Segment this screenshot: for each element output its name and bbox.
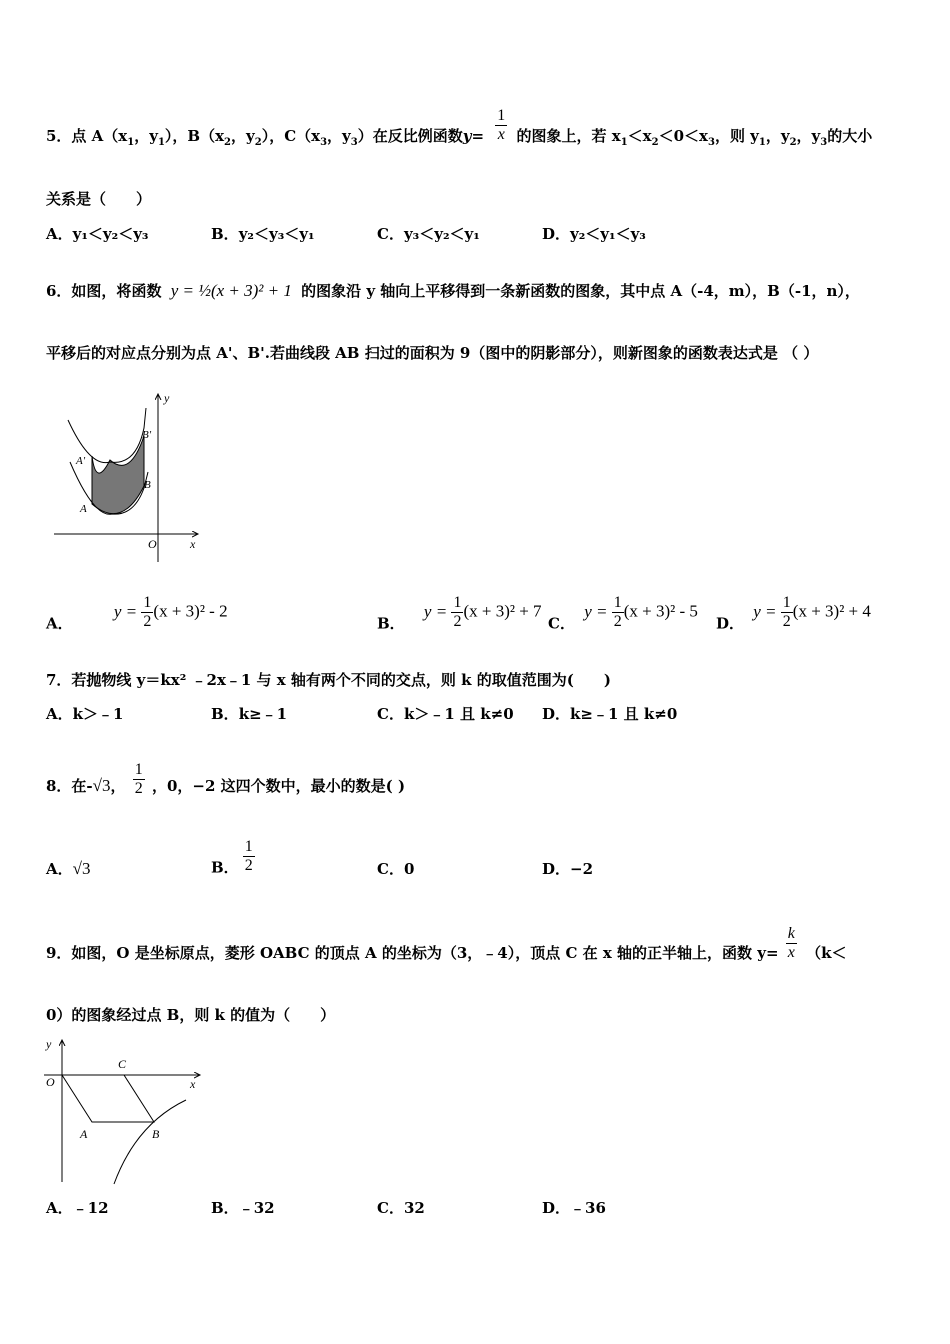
- q5-stem: 5．点 $A(x_1$，$y_1$），$B(x_2$，$y_2$），$C(x_3$，$y_3$）在反比例函数y= $\frac{1}{x}$ 的图象上，若 $x_1<x_2<0<x_3$，则 $y_1$，$y_2$，$y_3$的大小: [46, 106, 873, 148]
- option-text: √3: [72, 859, 91, 878]
- option-label: D．: [542, 225, 571, 243]
- frac-den: x: [787, 943, 795, 961]
- q5-text-j: ＜0＜x: [658, 127, 708, 145]
- option-post: (x + 3)² - 2: [153, 601, 228, 621]
- q6-figure: [50, 388, 210, 566]
- q5-func-lhs: y=: [462, 127, 485, 145]
- frac-den: 2: [244, 857, 253, 874]
- q8-lead: 8．在-: [46, 777, 93, 795]
- frac-den: 2: [782, 613, 791, 630]
- option-pre: y =: [753, 601, 781, 621]
- option-label: C．: [377, 705, 404, 723]
- q5-text-g: ）在反比例函数: [357, 127, 463, 145]
- q9-option-c[interactable]: [377, 1198, 425, 1218]
- q6-option-c[interactable]: [548, 594, 698, 634]
- q6-option-b[interactable]: [377, 594, 542, 634]
- q8-fraction: [133, 761, 145, 798]
- q6-tail: 的图象沿 y 轴向上平移得到一条新函数的图象，其中点 A（-4，m），B（-1，n），: [301, 282, 860, 300]
- option-fraction: [781, 594, 793, 631]
- q5-text-d: ，y: [231, 127, 255, 145]
- option-label: A．: [46, 1199, 73, 1217]
- q8-option-c[interactable]: [377, 859, 414, 879]
- q5-text-l: ，y: [765, 127, 790, 145]
- frac-num: 1: [143, 594, 152, 611]
- option-text: y₂＜y₃＜y₁: [238, 225, 315, 243]
- q5-text-b: ，y: [134, 127, 158, 145]
- q5-text-n: 的大小: [827, 127, 873, 145]
- q8-tail: ，0，−2 这四个数中，最小的数是( ): [152, 777, 406, 795]
- q5-text-i: ＜x: [627, 127, 652, 145]
- option-text: 0: [403, 860, 415, 878]
- q6-stem-line2: 平移后的对应点分别为点 A'、B'.若曲线段 AB 扫过的面积为 9（图中的阴影部分），则新图象的函数表达式是 （ ）: [46, 344, 819, 362]
- fig-label-x: x: [190, 1077, 196, 1091]
- q9-fraction: [786, 925, 797, 962]
- option-text: ﹣36: [570, 1199, 606, 1217]
- option-pre: y =: [423, 601, 452, 621]
- fig-label-x: x: [190, 537, 196, 551]
- q7-stem: 7．若抛物线 y＝kx² ﹣2x﹣1 与 x 轴有两个不同的交点，则 k 的取值范围为( ): [46, 671, 611, 689]
- fig-label-o: O: [148, 537, 157, 551]
- q5-stem-line2: 关系是（ ）: [46, 190, 152, 208]
- q5-option-b[interactable]: [211, 224, 315, 244]
- q7-option-c[interactable]: [377, 704, 514, 724]
- option-label: A．: [46, 705, 73, 723]
- option-post: (x + 3)² + 7: [463, 601, 542, 621]
- q6-stem: [46, 281, 860, 301]
- option-pre: y =: [113, 601, 142, 621]
- option-fraction: [141, 594, 153, 631]
- fig-label-y: y: [164, 391, 170, 405]
- fig-label-a-prime: A': [76, 455, 86, 467]
- q6-function: y = ½(x + 3)² + 1: [170, 281, 292, 300]
- frac-num: k: [787, 924, 795, 942]
- option-label: A．: [46, 225, 73, 243]
- q7-option-d[interactable]: [542, 704, 677, 724]
- option-fraction: [612, 594, 624, 631]
- option-label: A．: [46, 860, 73, 878]
- option-text: −2: [570, 860, 594, 878]
- frac-num: 1: [134, 760, 143, 778]
- option-text: k＞﹣1 且 k≠0: [403, 705, 514, 723]
- fig-label-a: A: [80, 503, 87, 515]
- q6-option-a[interactable]: [46, 594, 228, 634]
- option-label: C．: [377, 1199, 404, 1217]
- fig-label-o: O: [46, 1075, 55, 1089]
- q9-lead: 9．如图，O 是坐标原点，菱形 OABC 的顶点 A 的坐标为（3，﹣4），顶点 C 在 x 轴的正半轴上，函数 y=: [46, 944, 779, 962]
- q8-option-a[interactable]: [46, 859, 90, 879]
- option-text: y₂＜y₁＜y₃: [570, 225, 646, 243]
- option-text: ﹣12: [72, 1199, 109, 1217]
- option-label: D．: [716, 614, 745, 633]
- q5-text-e: ），C（x: [261, 127, 321, 145]
- option-text: y₁＜y₂＜y₃: [72, 225, 149, 243]
- q5-text-k: ，则 y: [714, 127, 759, 145]
- option-label: B．: [211, 1199, 239, 1217]
- q8-option-d[interactable]: [542, 859, 593, 879]
- q5-text-a: 5．点 A（x: [46, 127, 128, 145]
- q5-text-h: 的图象上，若 x: [516, 127, 621, 145]
- q6-lead: 6．如图，将函数: [46, 282, 162, 300]
- fig-label-b: B: [152, 1127, 160, 1141]
- option-text: 32: [403, 1199, 425, 1217]
- shaded-region: [92, 436, 144, 514]
- option-text: k≥﹣1 且 k≠0: [570, 705, 678, 723]
- q9-option-d[interactable]: [542, 1198, 606, 1218]
- fig-label-b-prime: B': [142, 429, 152, 441]
- q5-frac-num: 1: [497, 106, 506, 124]
- option-fraction: [243, 838, 255, 875]
- option-label: B．: [211, 225, 239, 243]
- fig-label-y: y: [46, 1037, 52, 1051]
- frac-num: 1: [613, 594, 622, 611]
- fig-label-a: A: [80, 1127, 88, 1141]
- option-label: D．: [542, 1199, 571, 1217]
- q9-tail: （k＜: [806, 944, 847, 962]
- frac-den: 2: [134, 779, 143, 797]
- q5-text-f: ，y: [327, 127, 351, 145]
- q7-option-a[interactable]: [46, 704, 123, 724]
- q5-option-d[interactable]: [542, 224, 646, 244]
- frac-num: 1: [453, 594, 462, 611]
- q9-option-a[interactable]: [46, 1198, 109, 1218]
- option-post: (x + 3)² - 5: [623, 601, 698, 621]
- frac-den: 2: [613, 613, 622, 630]
- q5-fraction: [495, 107, 507, 144]
- option-label: B．: [211, 858, 239, 877]
- q9-option-b[interactable]: [211, 1198, 275, 1218]
- q8-option-b[interactable]: [211, 838, 255, 878]
- option-post: (x + 3)² + 4: [792, 601, 871, 621]
- option-text: ﹣32: [238, 1199, 275, 1217]
- frac-num: 1: [244, 838, 253, 855]
- q5-option-a[interactable]: [46, 224, 149, 244]
- q9-stem-line2: 0）的图象经过点 B，则 k 的值为（ ）: [46, 1006, 336, 1024]
- option-text: k＞﹣1: [72, 705, 124, 723]
- option-label: B．: [377, 614, 405, 633]
- frac-num: 1: [782, 594, 791, 611]
- hyperbola-branch: [114, 1100, 186, 1184]
- frac-den: 2: [453, 613, 462, 630]
- rhombus-oabc: [62, 1075, 154, 1122]
- option-label: B．: [211, 705, 239, 723]
- option-text: y₃＜y₂＜y₁: [403, 225, 480, 243]
- q8-sqrt: √3: [92, 776, 111, 795]
- option-label: C．: [377, 225, 404, 243]
- q5-text-c: ），B（x: [164, 127, 225, 145]
- option-label: C．: [377, 860, 404, 878]
- q9-stem: [46, 924, 847, 963]
- fig-label-c: C: [118, 1057, 127, 1071]
- q9-figure: [44, 1036, 204, 1186]
- q8-stem: [46, 760, 406, 798]
- q5-text-m: ，y: [796, 127, 821, 145]
- option-label: A．: [46, 614, 73, 633]
- q8-comma: ，: [110, 777, 126, 795]
- option-text: k≥﹣1: [238, 705, 288, 723]
- option-pre: y =: [584, 601, 612, 621]
- option-label: D．: [542, 705, 571, 723]
- option-label: C．: [548, 614, 575, 633]
- option-label: D．: [542, 860, 571, 878]
- frac-den: 2: [143, 613, 152, 630]
- q5-option-c[interactable]: [377, 224, 480, 244]
- fig-label-b: B: [144, 479, 151, 491]
- q7-option-b[interactable]: [211, 704, 287, 724]
- q6-option-d[interactable]: [716, 594, 871, 634]
- option-fraction: [451, 594, 463, 631]
- q5-frac-den: x: [497, 125, 505, 143]
